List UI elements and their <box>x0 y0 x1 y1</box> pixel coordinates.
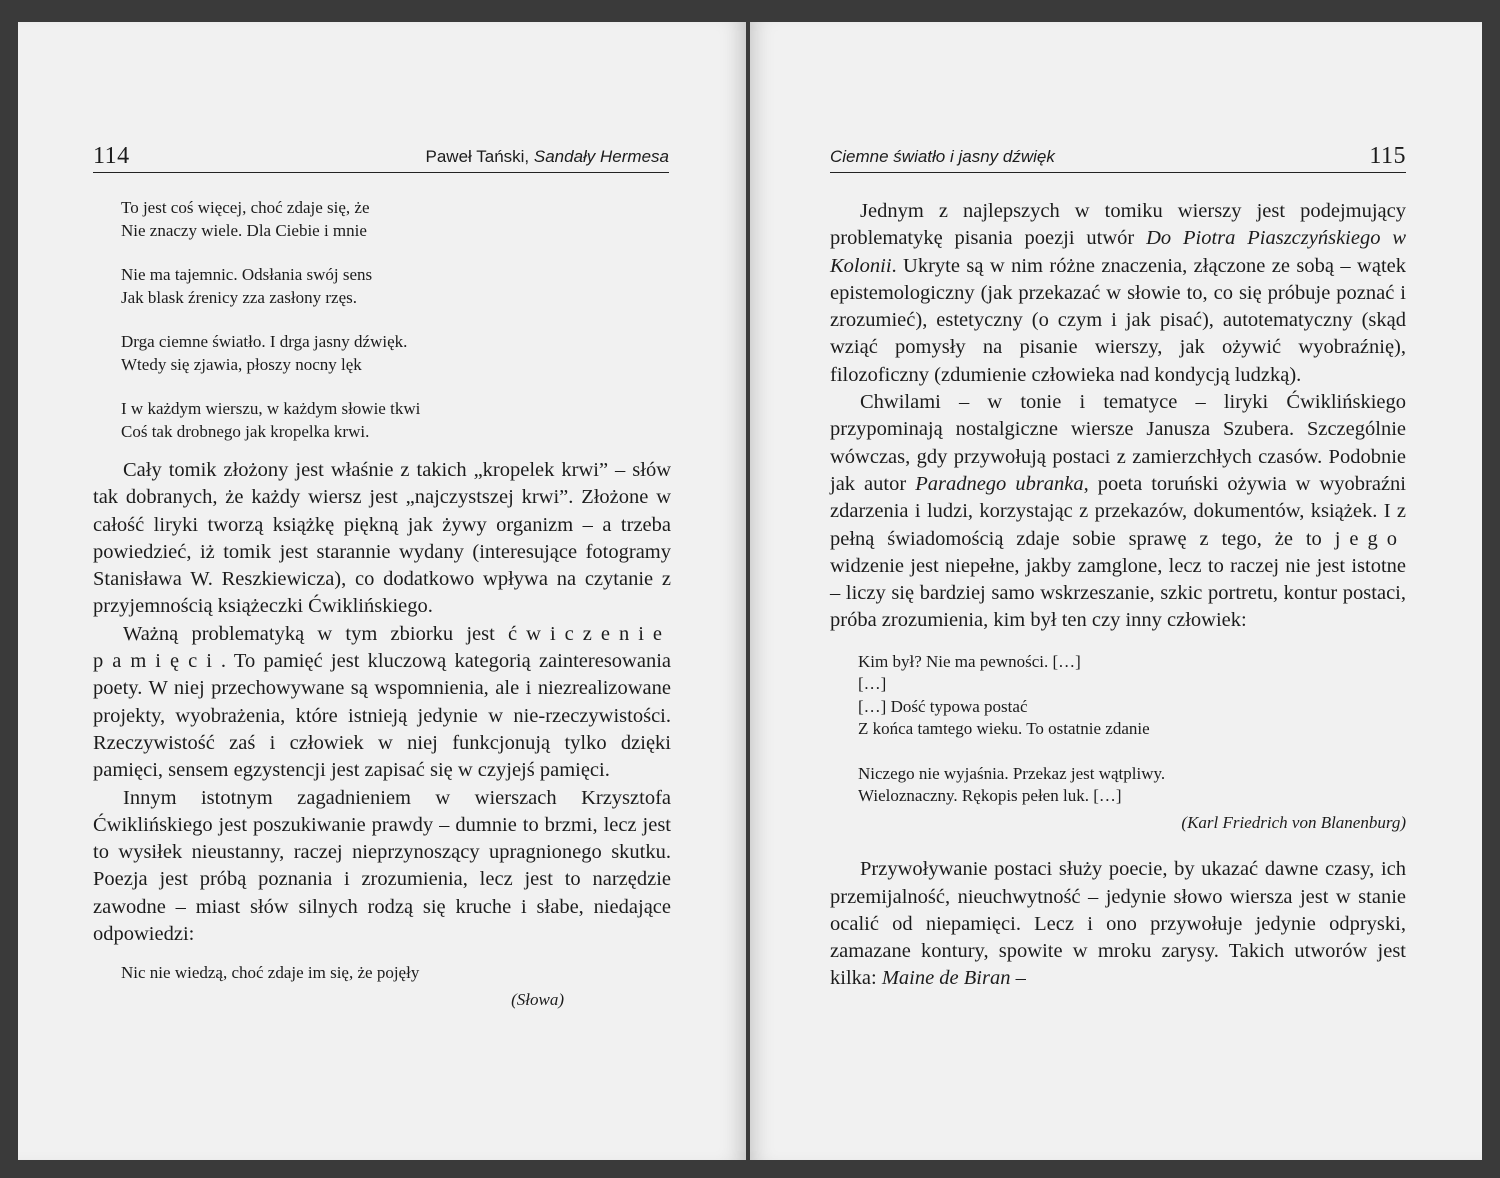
paragraph <box>93 621 671 785</box>
poem-excerpt-2 <box>858 651 1406 835</box>
running-head-author: Paweł Tański, <box>425 147 534 166</box>
running-head-right: Ciemne światło i jasny dźwięk <box>830 147 1055 166</box>
verse-line: Drga ciemne światło. I drga jasny dźwięk. <box>121 332 408 351</box>
work-title: Do Piotra Piaszczyńskiego w Kolonii <box>830 227 1406 277</box>
paragraph-text: Przywoływanie postaci służy poecie, by ukazać dawne czasy, ich przemijalność, nieuchwytność – jedynie słowo wiersza jest w stanie ocalić od niepamięci. Lecz i ono przywołuje jedynie odpryski, zamazane kontury, spowite w mroku zarysy. Takich utworów jest kilka: <box>830 858 1406 990</box>
verse-line: Nie znaczy wiele. Dla Ciebie i mnie <box>121 220 367 240</box>
verse-line: Nic nie wiedzą, choć zdaje im się, że pojęły <box>121 963 420 983</box>
paragraph <box>830 198 1406 389</box>
verse-line: Wieloznaczny. Rękopis pełen luk. […] <box>858 786 1122 806</box>
verse-line: Kim był? Nie ma pewności. […] <box>858 651 1081 671</box>
quote-citation <box>858 812 1406 835</box>
poem-quote <box>121 962 564 1011</box>
verse-line: Wtedy się zjawia, płoszy nocny lęk <box>121 354 362 374</box>
paragraph: Innym istotnym zagadnieniem w wierszach Krzysztofa Ćwiklińskiego jest poszukiwanie prawdy – dumnie to brzmi, lecz jest to wysiłek nieustanny, raczej nieprzynoszący upragnionego skutku. Poezja jest próbą poznania i zrozumienia, lecz jest to narzędzie zawodne – miast słów silnych rodzą się kruche i słabe, niedające odpowiedzi: <box>93 786 671 946</box>
page-number-left: 114 <box>93 143 130 169</box>
stanza <box>121 264 671 309</box>
paragraph-text: widzenie jest niepełne, jakby zamglone, lecz to raczej nie jest istotne – liczy się bardziej samo wskrzeszanie, szkic portretu, kontur postaci, próba zrozumienia, kim był ten czy inny człowiek: <box>830 554 1406 632</box>
running-head-left <box>426 147 669 167</box>
verse-line: […] Dość typowa postać <box>858 696 1028 716</box>
paragraph <box>830 389 1406 635</box>
paragraph-text: Jednym z najlepszych w tomiku wierszy jest podejmujący problematykę pisania poezji utwór <box>830 200 1406 250</box>
stanza <box>121 331 671 376</box>
stanza <box>121 197 671 242</box>
verse-line: Nie ma tajemnic. Odsłania swój sens <box>121 265 373 284</box>
verse-line: Jak blask źrenicy zza zasłony rzęs. <box>121 287 357 307</box>
stanza <box>121 398 671 443</box>
paragraph-text: . Ukryte są w nim różne znaczenia, złączone ze sobą – wątek epistemologiczny (jak przekazać w słowie to, co się próbuje poznać i zrozumieć), estetyczny (o czym i jak pisać), autotematyczny (skąd wziąć pomysły na pisanie wierszy, jak ożywić wyobraźnię), filozoficzny (zdumienie człowieka nad kondycją ludzką). <box>830 254 1406 386</box>
right-page <box>750 22 1482 1160</box>
spaced-emphasis: jego <box>1334 527 1406 550</box>
paragraph-text: Ważną problematyką w tym zbiorku jest <box>123 622 509 645</box>
poem-excerpt-1 <box>121 197 671 443</box>
paragraph-text: , poeta toruński ożywia w wyobraźni zdarzenia i ludzi, korzystając z przekazów, dokumentów, książek. I z pełną świadomością zdaje sobie sprawę z tego, że to <box>830 472 1406 550</box>
verse-line: To jest coś więcej, choć zdaje się, że <box>121 198 370 217</box>
left-page-body <box>93 197 671 1011</box>
work-title: Paradnego ubranka <box>915 472 1084 495</box>
stanza <box>858 651 1406 741</box>
left-page <box>18 22 746 1160</box>
paragraph: Cały tomik złożony jest właśnie z takich „kropelek krwi” – słów tak dobranych, że każdy wiersz jest „najczystszej krwi”. Złożone w całość liryki tworzą książkę piękną jak żywy organizm – a trzeba powiedzieć, iż tomik jest starannie wydany (interesujące fotogramy Stanisława W. Reszkiewicza), co dodatkowo wpływa na czytanie z przyjemnością książeczki Ćwiklińskiego. <box>93 459 671 618</box>
quote-citation <box>121 989 564 1012</box>
stanza <box>858 763 1406 808</box>
page-number-right: 115 <box>1369 143 1406 169</box>
work-title: Maine de Biran <box>881 967 1011 990</box>
left-page-header <box>93 140 669 173</box>
verse-line: […] <box>858 674 887 694</box>
paragraph <box>830 856 1406 992</box>
paragraph-text: Chwilami – w tonie i tematyce – liryki Ćwiklińskiego przypominają nostalgiczne wiersze Janusza Szubera. Szczególnie wówczas, gdy przywołują postaci z zamierzchłych czasów. Podobnie jak autor <box>830 391 1406 495</box>
paragraph-text: . To pamięć jest kluczową kategorią zainteresowania poety. W niej przechowywane są wspomnienia, ale i niezrealizowane projekty, wyobrażenia, które istnieją jedynie w nie-rzeczywistości. Rzeczywistość zaś i człowiek w niej funkcjonują tylko dzięki pamięci, sensem egzystencji jest zapisać się w czyjejś pamięci. <box>93 650 671 782</box>
right-page-header <box>830 140 1406 173</box>
citation-title: (Karl Friedrich von Blanenburg) <box>1181 812 1406 832</box>
running-head-book-title: Sandały Hermesa <box>533 147 669 166</box>
verse-line: Niczego nie wyjaśnia. Przekaz jest wątpliwy. <box>858 763 1166 783</box>
citation-title: (Słowa) <box>511 989 564 1009</box>
verse-line: Coś tak drobnego jak kropelka krwi. <box>121 421 370 441</box>
verse-line: I w każdym wierszu, w każdym słowie tkwi <box>121 399 421 418</box>
right-page-body <box>830 198 1406 993</box>
verse-line: Z końca tamtego wieku. To ostatnie zdanie <box>858 719 1150 739</box>
paragraph-text: – <box>1010 967 1026 990</box>
spaced-emphasis: ćwiczenie pamięci <box>93 622 671 673</box>
